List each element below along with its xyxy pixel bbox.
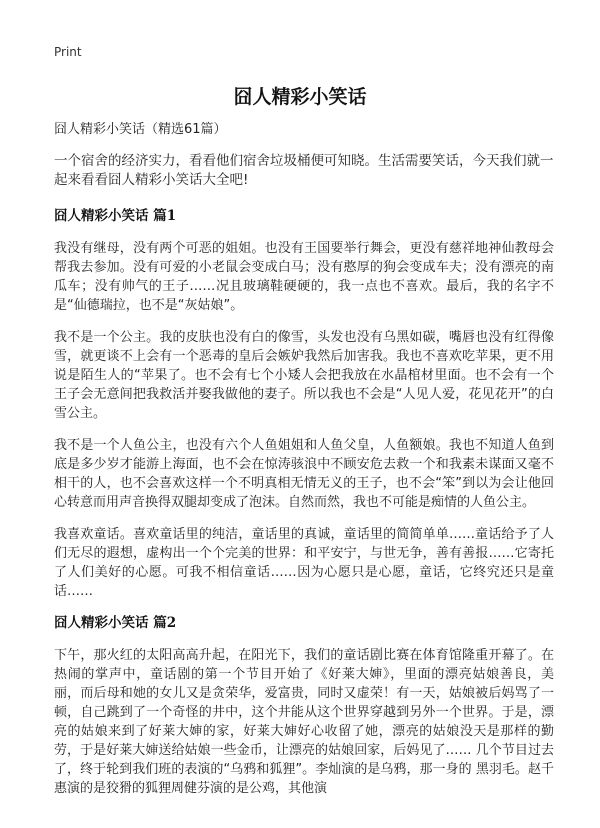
section-1-paragraph-1: 我没有继母，没有两个可恶的姐姐。也没有王国要举行舞会，更没有慈祥地神仙教母会帮我去参加。没有可爱的小老鼠会变成白马；没有憨厚的狗会变成车夫；没有漂亮的南瓜车；没有帅气的王子……况且玻璃鞋硬硬的，我一点也不喜欢。最后，我的名字不是“仙德瑞拉，也不是“灰姑娘”。 [54, 241, 554, 313]
section-1-paragraph-3: 我不是一个人鱼公主，也没有六个人鱼姐姐和人鱼父皇，人鱼额娘。我也不知道人鱼到底是多少岁才能游上海面，也不会在惊涛骇浪中不顾安危去救一个和我素未谋面又毫不相干的人，也不会喜欢这样一个不明真相无情无义的王子，也不会“笨”到以为会让他回心转意而用声音换得双腿却变成了泡沫。自然而然，我也不可能是痴情的人鱼公主。 [54, 438, 554, 510]
print-label: Print [54, 45, 82, 59]
document-body [54, 120, 554, 811]
section-heading-1: 囧人精彩小笑话 篇1 [54, 208, 177, 224]
document-subtitle: 囧人精彩小笑话（精选61篇） [54, 122, 227, 137]
section-heading-2: 囧人精彩小笑话 篇2 [54, 615, 177, 631]
section-1-paragraph-2: 我不是一个公主。我的皮肤也没有白的像雪，头发也没有乌黑如碳，嘴唇也没有红得像雪，就更谈不上会有一个恶毒的皇后会嫉妒我然后加害我。我也不喜欢吃苹果，更不用说是陌生人的“苹果了。也不会有七个小矮人会把我放在水晶棺材里面。也不会有一个王子会无意间把我救活并娶我做他的妻子。所以我也不会是“人见人爱，花见花开”的白雪公主。 [54, 330, 554, 421]
document-title: 囧人精彩小笑话 [233, 86, 367, 108]
section-2-paragraph-1: 下午，那火红的太阳高高升起，在阳光下，我们的童话剧比赛在体育馆隆重开幕了。在热闹的掌声中，童话剧的第一个节目开始了《好莱大婶》，里面的漂亮姑娘善良，美丽，而后母和她的女儿又是贪荣华，爱富贵，同时又虚荣！有一天，姑娘被后妈骂了一顿，自己跳到了一个奇怪的井中，这个井能从这个世界穿越到另外一个世界。于是，漂亮的姑娘来到了好莱大婶的家，好莱大婶好心收留了她，漂亮的姑娘没天是那样的勤劳，于是好莱大婶送给姑娘一些金币，让漂亮的姑娘回家，后妈见了…… 几个节目过去了，终于轮到我们班的表演的“乌鸦和狐狸”。李灿演的是乌鸦，那一身的 黑羽毛。赵千惠演的是狡猾的狐狸周健芬演的是公鸡，其他演 [54, 648, 554, 796]
section-1-paragraph-4: 我喜欢童话。喜欢童话里的纯洁，童话里的真诚，童话里的简简单单……童话给予了人们无尽的遐想，虚构出一个个完美的世界：和平安宁，与世无争，善有善报……它寄托了人们美好的心愿。可我不相信童话……因为心愿只是心愿，童话，它终究还只是童话…… [54, 527, 554, 599]
intro-paragraph: 一个宿舍的经济实力，看看他们宿舍垃圾桶便可知晓。生活需要笑话，今天我们就一起来看看囧人精彩小笑话大全吧! [54, 153, 554, 188]
